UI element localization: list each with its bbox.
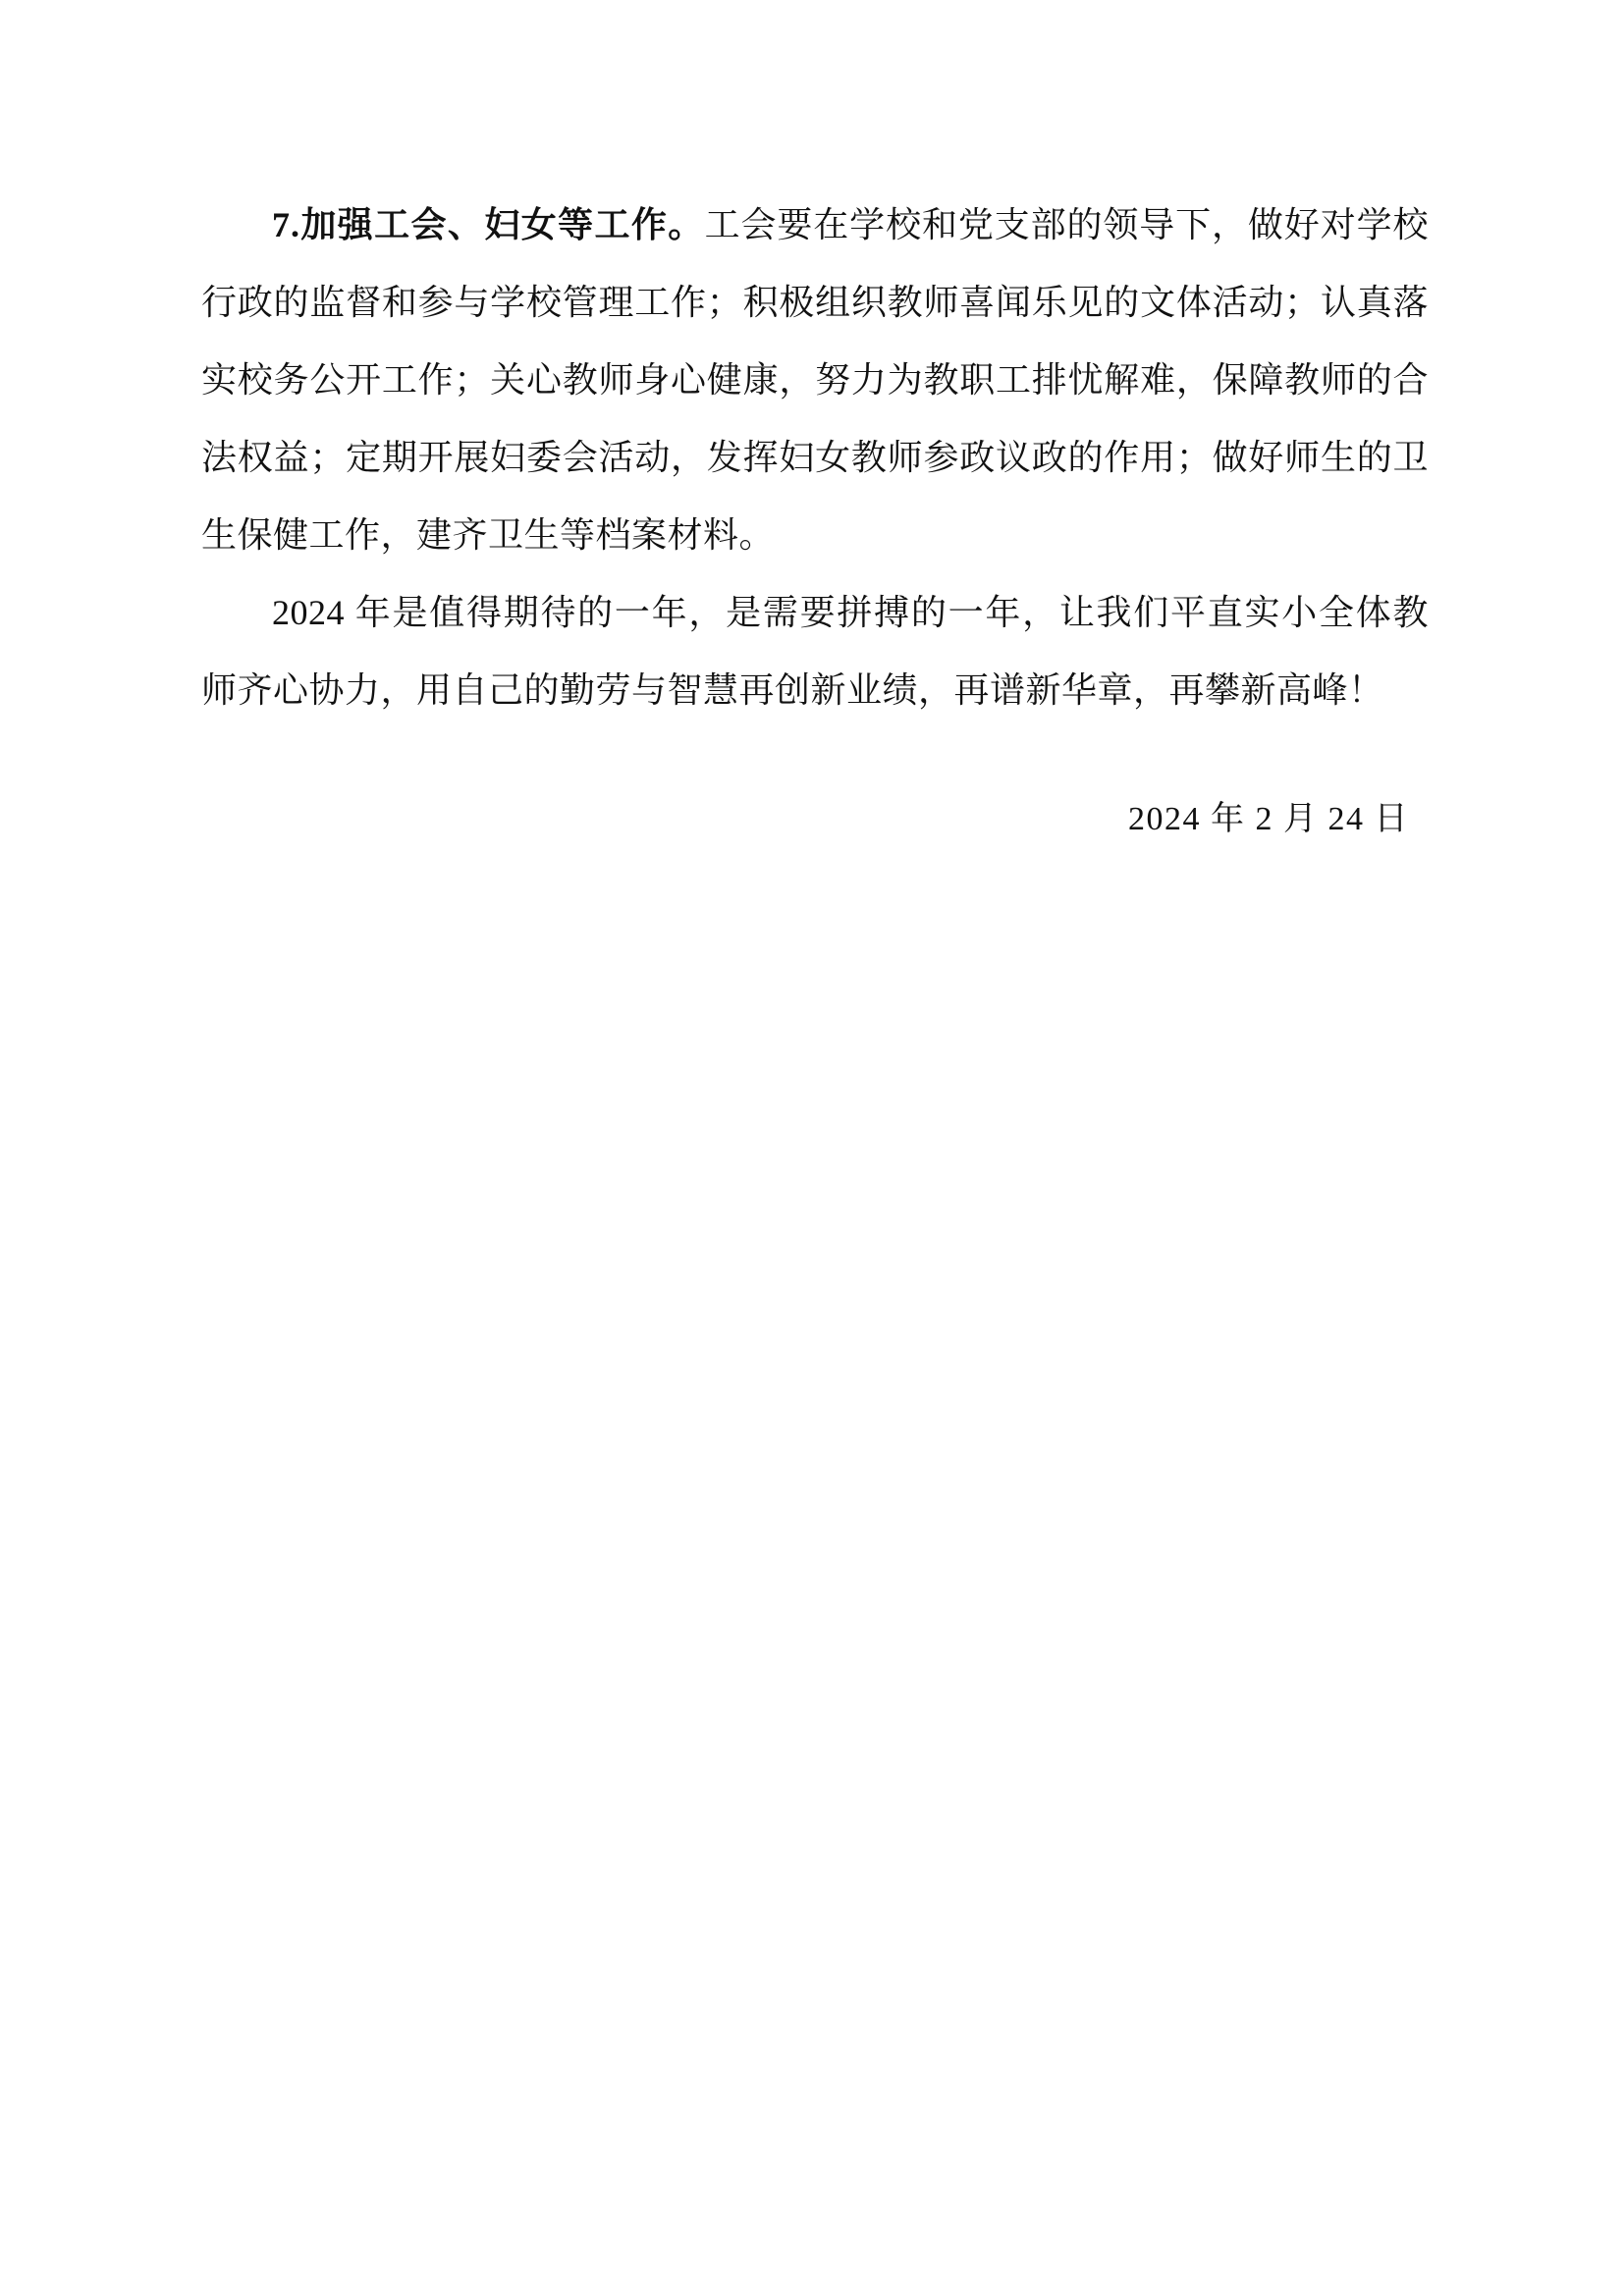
paragraph-text: 2024 年是值得期待的一年，是需要拼搏的一年，让我们平直实小全体教师齐心协力，用自己的勤劳与智慧再创新业绩，再谱新华章，再攀新高峰！ [201, 593, 1429, 710]
paragraph-lead-label: 7.加强工会、妇女等工作。 [272, 205, 705, 244]
document-body [201, 187, 1429, 849]
signature-date: 2024 年 2 月 24 日 [1128, 801, 1409, 837]
paragraph-closing [201, 574, 1429, 729]
paragraph-text: 工会要在学校和党支部的领导下，做好对学校行政的监督和参与学校管理工作；积极组织教师喜闻乐见的文体活动；认真落实校务公开工作；关心教师身心健康，努力为教职工排忧解难，保障教师的合法权益；定期开展妇委会活动，发挥妇女教师参政议政的作用；做好师生的卫生保健工作，建齐卫生等档案材料。 [201, 205, 1429, 555]
paragraph-union-work [201, 187, 1429, 574]
